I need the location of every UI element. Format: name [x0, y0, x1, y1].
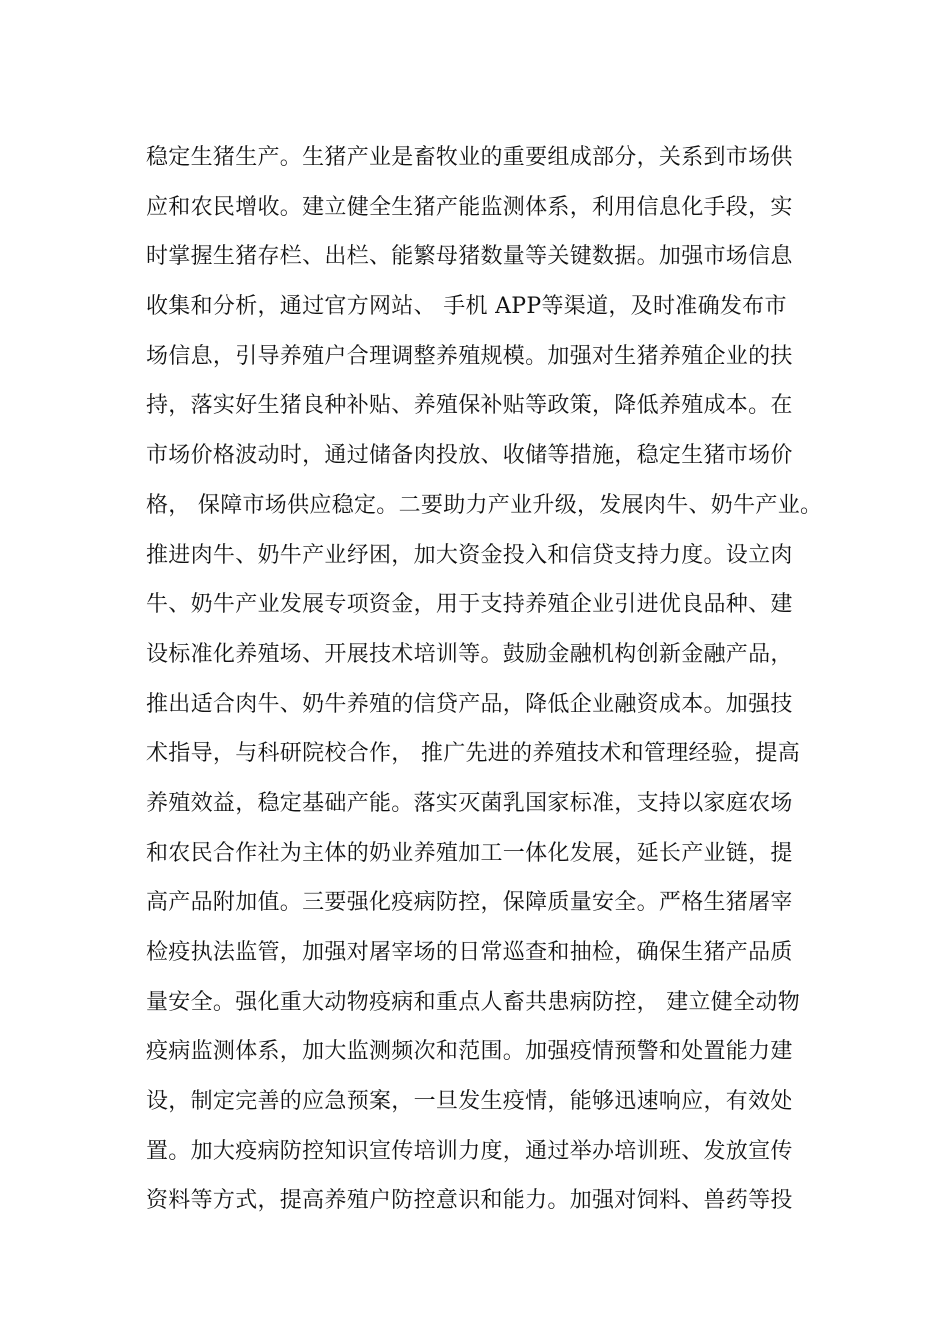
text-line: 持，落实好生猪良种补贴、养殖保补贴等政策，降低养殖成本。在 [146, 393, 793, 419]
body-text [146, 133, 846, 1226]
text-line: 量安全。强化重大动物疫病和重点人畜共患病防控， 建立健全动物 [146, 989, 800, 1015]
text-line: 稳定生猪生产。生猪产业是畜牧业的重要组成部分，关系到市场供 [146, 145, 793, 170]
text-line: 设标准化养殖场、开展技术培训等。鼓励金融机构创新金融产品， [146, 641, 793, 667]
text-line: 养殖效益，稳定基础产能。落实灭菌乳国家标准，支持以家庭农场 [146, 790, 793, 816]
text-line: 疫病监测体系，加大监测频次和范围。加强疫情预警和处置能力建 [146, 1039, 793, 1065]
text-line: 市场价格波动时，通过储备肉投放、收储等措施，稳定生猪市场价 [146, 443, 793, 469]
text-line: 术指导，与科研院校合作， 推广先进的养殖技术和管理经验，提高 [146, 741, 800, 767]
text-line: 高产品附加值。三要强化疫病防控，保障质量安全。严格生猪屠宰 [146, 890, 793, 916]
text-line: 场信息，引导养殖户合理调整养殖规模。加强对生猪养殖企业的扶 [146, 343, 793, 369]
text-line: 收集和分析，通过官方网站、 手机 APP等渠道，及时准确发布市 [146, 294, 787, 320]
text-line: 和农民合作社为主体的奶业养殖加工一体化发展，延长产业链，提 [146, 840, 793, 866]
text-line: 应和农民增收。建立健全生猪产能监测体系，利用信息化手段，实 [146, 194, 793, 220]
text-line: 置。加大疫病防控知识宣传培训力度，通过举办培训班、发放宣传 [146, 1138, 793, 1164]
text-line: 推进肉牛、奶牛产业纾困，加大资金投入和信贷支持力度。设立肉 [146, 542, 793, 568]
text-line: 资料等方式，提高养殖户防控意识和能力。加强对饲料、兽药等投 [146, 1188, 793, 1214]
text-line: 推出适合肉牛、奶牛养殖的信贷产品，降低企业融资成本。加强技 [146, 691, 793, 717]
text-line: 设，制定完善的应急预案，一旦发生疫情，能够迅速响应，有效处 [146, 1089, 793, 1115]
text-line: 检疫执法监管，加强对屠宰场的日常巡查和抽检，确保生猪产品质 [146, 940, 793, 965]
text-line: 牛、奶牛产业发展专项资金，用于支持养殖企业引进优良品种、建 [146, 592, 793, 618]
text-line: 时掌握生猪存栏、出栏、能繁母猪数量等关键数据。加强市场信息 [146, 244, 793, 270]
text-line: 格， 保障市场供应稳定。二要助力产业升级，发展肉牛、奶牛产业。 [146, 492, 823, 518]
